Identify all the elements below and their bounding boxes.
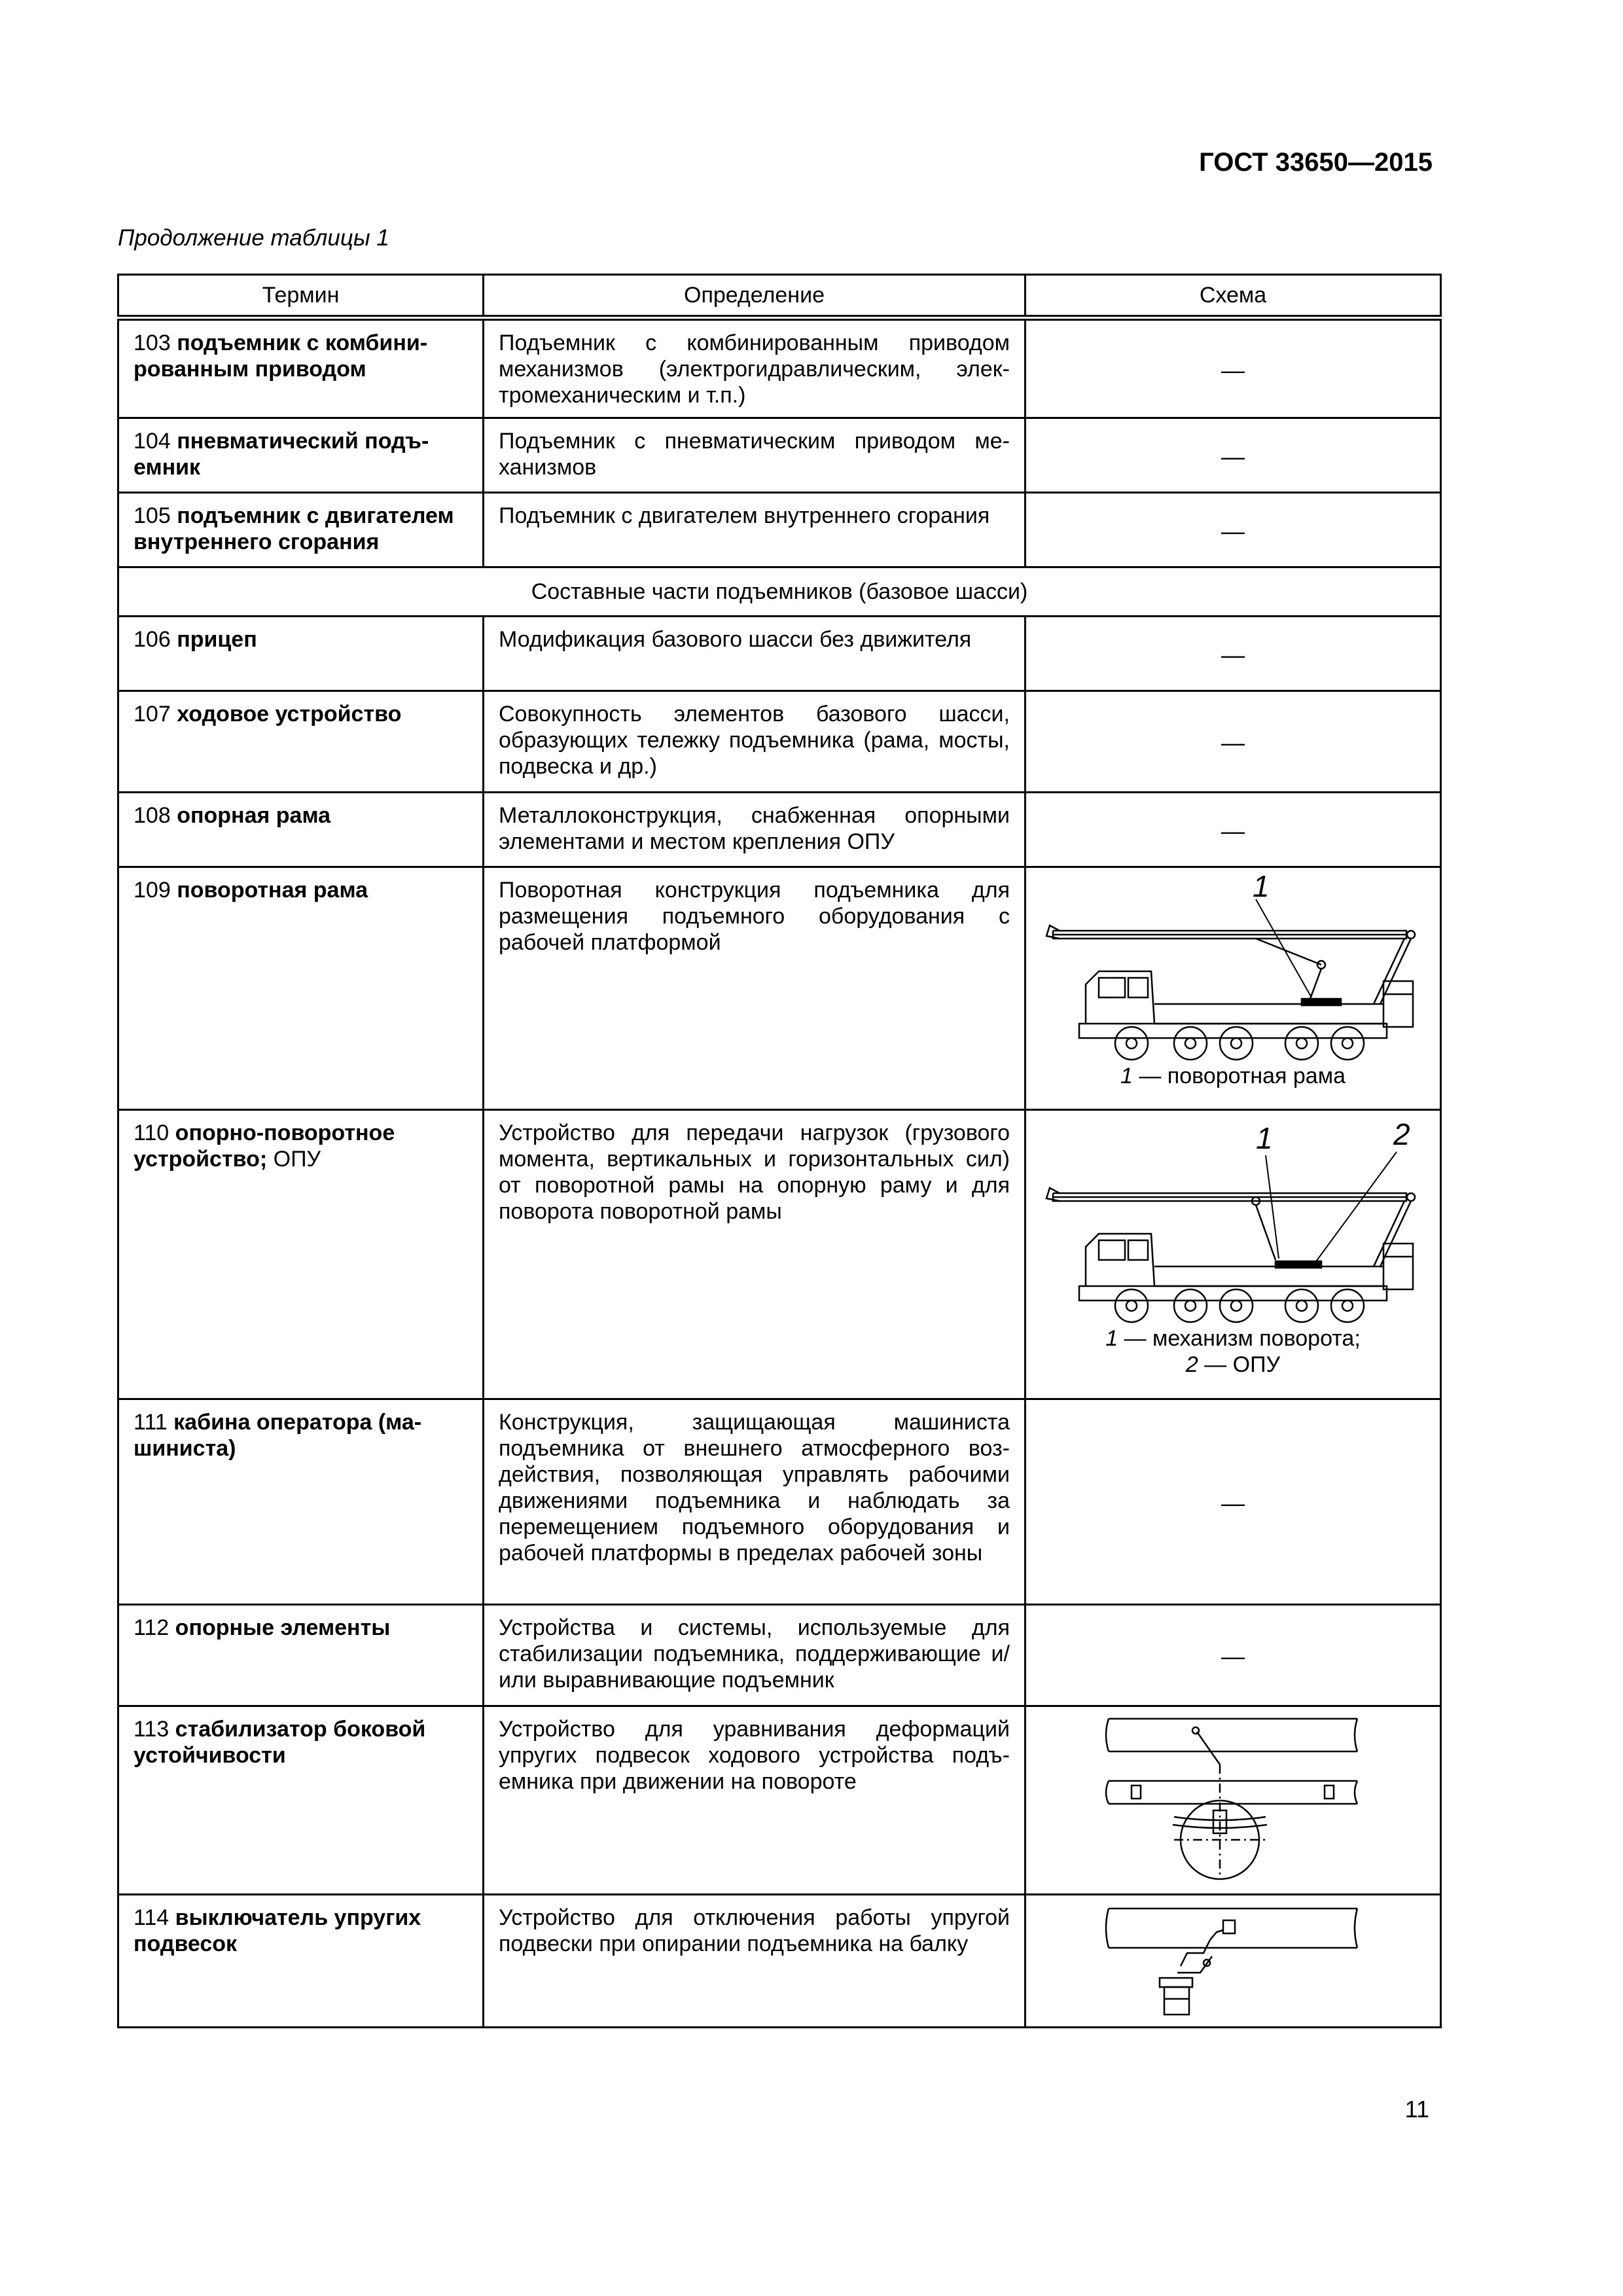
standard-number: ГОСТ 33650—2015 (1199, 148, 1433, 177)
table-row (118, 867, 1441, 1110)
terms-table (117, 274, 1442, 2028)
definition-cell: Модификация базового шасси без движителя (484, 617, 1026, 691)
scheme-cell: — (1026, 793, 1441, 867)
section-title: Составные части подъемников (базовое шасси) (118, 567, 1441, 617)
scheme-cell: — (1026, 318, 1441, 418)
scheme-cell (1026, 1895, 1441, 2028)
definition-cell: Подъемник с пневматическим приводом механизмов (484, 418, 1026, 493)
table-row (118, 318, 1441, 418)
definition-cell: Поворотная конструкция подъемника для размещения подъемного оборудования с рабочей платформой (484, 867, 1026, 1110)
table-row (118, 691, 1441, 793)
definition-cell: Конструкция, защищающая машиниста подъемника от внешнего атмосферного воздействия, позволяющая управлять рабочими движениями подъемника и наблюдать за перемещением подъемного оборудования и рабочей платформы в пределах рабочей зоны (484, 1399, 1026, 1605)
scheme-cell (1026, 1110, 1441, 1399)
term-cell: 108 опорная рама (118, 793, 484, 867)
page-number: 11 (1404, 2096, 1429, 2123)
table-row (118, 1399, 1441, 1605)
scheme-cell (1026, 867, 1441, 1110)
table-row (118, 1110, 1441, 1399)
table-row (118, 1605, 1441, 1706)
figure-caption: 2 — ОПУ (1185, 1352, 1281, 1377)
scheme-cell: — (1026, 418, 1441, 493)
definition-cell: Устройства и системы, используемые для стабилизации подъемника, поддерживающие и/или выравнивающие подъемник (484, 1605, 1026, 1706)
definition-cell: Устройство для уравнивания деформаций упругих подвесок ходового устройства подъемника при движении на повороте (484, 1706, 1026, 1895)
scheme-cell: — (1026, 1399, 1441, 1605)
figure-label: 2 (1393, 1117, 1410, 1151)
figure-label: 1 (1253, 873, 1270, 903)
figure-label: 1 (1256, 1121, 1273, 1155)
term-cell: 111 кабина оператора (машиниста) (118, 1399, 484, 1605)
definition-cell: Совокупность элементов базового шасси, образующих тележку подъемника (рама, мосты, подвеска и др.) (484, 691, 1026, 793)
table-continuation-caption: Продолжение таблицы 1 (118, 225, 389, 251)
scheme-cell: — (1026, 691, 1441, 793)
scheme-cell (1026, 1706, 1441, 1895)
suspension-switch-figure (1096, 1901, 1370, 2018)
table-row (118, 1895, 1441, 2028)
definition-cell: Устройство для передачи нагрузок (грузового момента, вертикальных и горизонтальных сил) от поворотной рамы на опорную раму и для поворота поворотной рамы (484, 1110, 1026, 1399)
term-cell: 109 поворотная рама (118, 867, 484, 1110)
definition-cell: Металлоконструкция, снабженная опорными элементами и местом крепления ОПУ (484, 793, 1026, 867)
section-row (118, 567, 1441, 617)
table-row (118, 617, 1441, 691)
table-row (118, 1706, 1441, 1895)
term-cell: 114 выключатель упругих подвесок (118, 1895, 484, 2028)
table-row (118, 493, 1441, 567)
term-cell: 105 подъемник с двигателем внутреннего сгорания (118, 493, 484, 567)
scheme-cell: — (1026, 493, 1441, 567)
term-cell: 106 прицеп (118, 617, 484, 691)
table-header-row (118, 275, 1441, 318)
term-cell: 107 ходовое устройство (118, 691, 484, 793)
term-cell: 112 опорные элементы (118, 1605, 484, 1706)
aerial-lift-truck-figure (1040, 873, 1426, 1063)
stabilizer-figure (1096, 1712, 1370, 1884)
definition-cell: Подъемник с комбинированным приводом механизмов (электрогидравлическим, электромеханическим и т.п.) (484, 318, 1026, 418)
term-cell: 110 опорно-поворотное устройство; ОПУ (118, 1110, 484, 1399)
scheme-cell: — (1026, 1605, 1441, 1706)
column-header-scheme: Схема (1026, 275, 1441, 318)
term-cell: 113 стабилизатор боковой устойчивости (118, 1706, 484, 1895)
scheme-cell: — (1026, 617, 1441, 691)
definition-cell: Подъемник с двигателем внутреннего сгорания (484, 493, 1026, 567)
table-row (118, 418, 1441, 493)
definition-cell: Устройство для отключения работы упругой подвески при опирании подъемника на балку (484, 1895, 1026, 2028)
column-header-term: Термин (118, 275, 484, 318)
column-header-definition: Определение (484, 275, 1026, 318)
table-row (118, 793, 1441, 867)
term-cell: 104 пневматический подъемник (118, 418, 484, 493)
aerial-lift-truck-figure (1040, 1116, 1426, 1325)
figure-caption: 1 — механизм поворота; (1105, 1326, 1361, 1351)
figure-caption: 1 — поворотная рама (1120, 1064, 1346, 1088)
term-cell: 103 подъемник с комбинированным приводом (118, 318, 484, 418)
